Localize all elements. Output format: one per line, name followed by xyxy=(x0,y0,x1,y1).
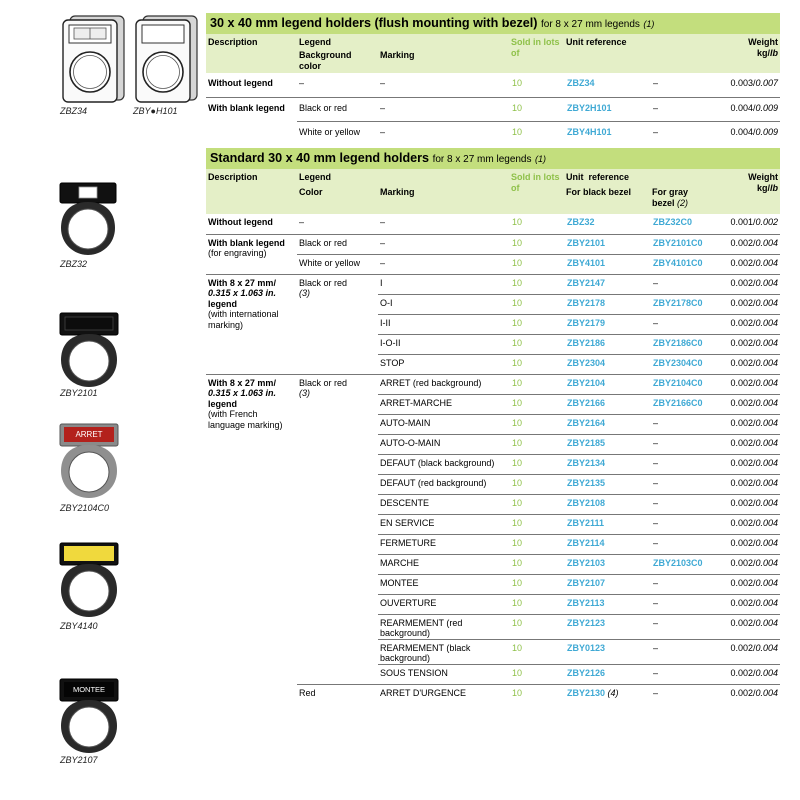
cell-reference: ZBY0123 xyxy=(565,639,651,664)
cell-reference: ZBY2179 xyxy=(565,314,651,334)
cell-gray-reference: – xyxy=(651,414,711,434)
weight-lb: 0.009 xyxy=(755,126,778,137)
table-row xyxy=(206,374,780,394)
cell-reference: ZBY2113 xyxy=(565,594,651,614)
cell-weight xyxy=(711,214,780,234)
weight-kg: 0.002/ xyxy=(730,642,756,653)
cell-description: Without legend xyxy=(208,217,273,227)
cell-gray-reference: ZBZ32C0 xyxy=(653,217,693,227)
product-image-zbz34 xyxy=(60,14,126,104)
cell-lot: 10 xyxy=(510,614,565,639)
cell-gray-reference: ZBY2101C0 xyxy=(651,234,711,254)
cell-lot: 10 xyxy=(512,217,523,227)
cell-reference: ZBY2111 xyxy=(565,514,651,534)
cell-color: Black or red xyxy=(297,234,378,254)
cell-reference: ZBY2101 xyxy=(565,234,651,254)
header-legend: Legend xyxy=(299,172,332,182)
header-marking: Marking xyxy=(380,187,415,197)
product-image-zby2101 xyxy=(57,310,121,390)
reference-note: (4) xyxy=(607,687,619,698)
cell-reference: ZBY2147 xyxy=(565,274,651,294)
product-caption: ZBZ34 xyxy=(60,106,88,116)
legend-text: MONTEE xyxy=(72,685,106,694)
table-row xyxy=(206,234,780,254)
weight-lb: 0.004 xyxy=(755,642,778,653)
product-caption: ZBY2101 xyxy=(60,388,98,398)
cell-gray-reference: ZBY2178C0 xyxy=(651,294,711,314)
cell-reference: ZBY2164 xyxy=(565,414,651,434)
section-flush-mount xyxy=(206,13,780,143)
cell-weight xyxy=(711,684,780,704)
cell-lot: 10 xyxy=(510,684,565,704)
cell-weight xyxy=(711,394,780,414)
cell-gray-reference: – xyxy=(651,614,711,639)
cell-weight xyxy=(711,73,780,97)
weight-lb: 0.004 xyxy=(755,397,778,408)
table-row xyxy=(206,73,780,97)
description-sub: (with international marking) xyxy=(208,309,279,330)
cell-lot: 10 xyxy=(510,434,565,454)
cell-lot: 10 xyxy=(510,374,565,394)
cell-lot: 10 xyxy=(510,121,565,143)
header-weight-label: Weight xyxy=(748,172,778,182)
weight-kg: 0.002/ xyxy=(730,667,756,678)
cell-lot: 10 xyxy=(510,234,565,254)
cell-weight xyxy=(711,534,780,554)
cell-gray-reference: ZBY4101C0 xyxy=(651,254,711,274)
cell-marking: AUTO-MAIN xyxy=(378,414,510,434)
cell-marking: DEFAUT (black background) xyxy=(378,454,510,474)
cell-lot: 10 xyxy=(510,534,565,554)
cell-lot: 10 xyxy=(512,78,523,88)
weight-lb: 0.007 xyxy=(755,78,778,88)
cell-lot: 10 xyxy=(510,454,565,474)
cell-reference: ZBY2185 xyxy=(565,434,651,454)
cell-gray-reference: ZBY2166C0 xyxy=(651,394,711,414)
header-for-gray-note: (2) xyxy=(677,198,689,208)
legend-text: ARRET xyxy=(75,430,103,439)
cell-reference: ZBY2166 xyxy=(565,394,651,414)
cell-marking: AUTO-O-MAIN xyxy=(378,434,510,454)
header-weight-lb: lb xyxy=(770,48,778,58)
header-marking: Marking xyxy=(380,50,415,60)
table-row xyxy=(206,97,780,121)
section-title-main: Standard 30 x 40 mm legend holders xyxy=(210,151,430,165)
cell-reference: ZBY2134 xyxy=(565,454,651,474)
cell-color: White or yellow xyxy=(297,254,378,274)
cell-extra: – xyxy=(653,78,659,88)
header-weight-lb: lb xyxy=(770,183,778,193)
cell-marking: EN SERVICE xyxy=(378,514,510,534)
cell-gray-reference: – xyxy=(651,574,711,594)
cell-extra: – xyxy=(651,97,711,121)
weight-kg: 0.002/ xyxy=(730,617,756,628)
weight-kg: 0.002/ xyxy=(730,237,756,248)
cell-weight xyxy=(711,474,780,494)
cell-marking: – xyxy=(378,97,510,121)
cell-weight xyxy=(711,374,780,394)
weight-lb: 0.004 xyxy=(755,317,778,328)
cell-weight xyxy=(711,414,780,434)
cell-marking: DESCENTE xyxy=(378,494,510,514)
reference-code: ZBY2130 xyxy=(567,687,606,698)
weight-lb: 0.004 xyxy=(755,517,778,528)
cell-lot: 10 xyxy=(510,494,565,514)
cell-color xyxy=(297,274,378,374)
cell-weight xyxy=(711,664,780,684)
cell-gray-reference: – xyxy=(651,494,711,514)
weight-lb: 0.004 xyxy=(755,687,778,698)
cell-gray-reference: ZBY2104C0 xyxy=(651,374,711,394)
section-title-note: (1) xyxy=(535,154,546,164)
cell-description: With blank legend xyxy=(206,97,297,121)
description-main: With 8 x 27 mm/ xyxy=(208,377,276,388)
table-header xyxy=(206,169,780,214)
product-image-zby2107 xyxy=(57,676,121,756)
cell-marking: SOUS TENSION xyxy=(378,664,510,684)
cell-weight xyxy=(711,554,780,574)
cell-reference xyxy=(565,684,651,704)
weight-lb: 0.004 xyxy=(755,537,778,548)
table-header xyxy=(206,34,780,73)
cell-gray-reference: ZBY2103C0 xyxy=(651,554,711,574)
cell-marking: ARRET-MARCHE xyxy=(378,394,510,414)
description-main: With 8 x 27 mm/ xyxy=(208,277,276,288)
header-weight-kg: kg/ xyxy=(756,48,770,58)
cell-marking: I-II xyxy=(378,314,510,334)
cell-color xyxy=(297,374,378,684)
cell-gray-reference: ZBY2304C0 xyxy=(651,354,711,374)
weight-kg: 0.002/ xyxy=(730,517,756,528)
cell-lot: 10 xyxy=(510,394,565,414)
weight-lb: 0.009 xyxy=(755,102,778,113)
weight-lb: 0.004 xyxy=(755,667,778,678)
table-row xyxy=(206,121,780,143)
weight-kg: 0.002/ xyxy=(730,377,756,388)
cell-description xyxy=(206,684,297,704)
cell-color: – xyxy=(299,78,305,88)
table-row xyxy=(206,214,780,234)
cell-description xyxy=(206,374,297,684)
header-for-gray-label: For gray bezel xyxy=(652,187,689,208)
cell-description xyxy=(206,234,297,274)
weight-kg: 0.004/ xyxy=(730,102,756,113)
cell-marking: OUVERTURE xyxy=(378,594,510,614)
weight-kg: 0.002/ xyxy=(730,577,756,588)
weight-kg: 0.002/ xyxy=(730,537,756,548)
cell-gray-reference: – xyxy=(651,534,711,554)
cell-description xyxy=(206,121,297,143)
table-standard xyxy=(206,214,780,704)
header-unit-reference: Unit reference xyxy=(566,37,627,47)
cell-gray-reference: – xyxy=(651,434,711,454)
weight-kg: 0.002/ xyxy=(730,337,756,348)
cell-gray-reference: – xyxy=(651,594,711,614)
cell-marking: MARCHE xyxy=(378,554,510,574)
product-caption: ZBY2107 xyxy=(60,755,98,765)
weight-lb: 0.004 xyxy=(755,257,778,268)
cell-gray-reference: – xyxy=(651,314,711,334)
cell-lot: 10 xyxy=(510,639,565,664)
cell-reference: ZBY2108 xyxy=(565,494,651,514)
cell-weight xyxy=(711,334,780,354)
cell-color: – xyxy=(299,217,305,227)
cell-lot: 10 xyxy=(510,554,565,574)
weight-kg: 0.002/ xyxy=(730,597,756,608)
section-standard xyxy=(206,148,780,704)
weight-lb: 0.004 xyxy=(755,417,778,428)
weight-lb: 0.004 xyxy=(755,557,778,568)
weight-kg: 0.003/ xyxy=(730,78,756,88)
cell-marking: STOP xyxy=(378,354,510,374)
weight-lb: 0.004 xyxy=(755,457,778,468)
cell-color: White or yellow xyxy=(297,121,378,143)
header-description: Description xyxy=(208,172,258,182)
product-caption: ZBZ32 xyxy=(60,259,88,269)
cell-reference: ZBY2107 xyxy=(565,574,651,594)
cell-marking: DEFAUT (red background) xyxy=(378,474,510,494)
cell-lot: 10 xyxy=(510,594,565,614)
cell-description: Without legend xyxy=(208,78,273,88)
cell-marking: I-O-II xyxy=(378,334,510,354)
header-weight-kg: kg/ xyxy=(756,183,770,193)
weight-kg: 0.002/ xyxy=(730,557,756,568)
cell-marking: – xyxy=(378,234,510,254)
weight-kg: 0.002/ xyxy=(730,417,756,428)
header-for-gray-bezel xyxy=(652,187,712,209)
cell-reference: ZBY2104 xyxy=(565,374,651,394)
cell-lot: 10 xyxy=(510,474,565,494)
header-description: Description xyxy=(208,37,258,47)
cell-weight xyxy=(711,454,780,474)
cell-description xyxy=(206,274,297,374)
cell-reference: ZBY2114 xyxy=(565,534,651,554)
cell-reference: ZBY2135 xyxy=(565,474,651,494)
product-image-zby2104c0 xyxy=(57,421,121,501)
header-color: Color xyxy=(299,187,323,197)
cell-reference: ZBY2304 xyxy=(565,354,651,374)
cell-lot: 10 xyxy=(510,514,565,534)
header-background-color: Background color xyxy=(299,50,352,71)
cell-weight xyxy=(711,594,780,614)
cell-reference: ZBY2123 xyxy=(565,614,651,639)
weight-lb: 0.004 xyxy=(755,377,778,388)
cell-gray-reference: – xyxy=(651,474,711,494)
weight-kg: 0.001/ xyxy=(730,217,756,227)
cell-marking: MONTEE xyxy=(378,574,510,594)
cell-weight xyxy=(711,234,780,254)
cell-gray-reference: – xyxy=(651,274,711,294)
product-image-zby4140 xyxy=(57,540,121,620)
weight-lb: 0.004 xyxy=(755,577,778,588)
cell-reference: ZBY2103 xyxy=(565,554,651,574)
section-title-note: (1) xyxy=(643,19,655,29)
weight-lb: 0.004 xyxy=(755,237,778,248)
cell-reference: ZBY2H101 xyxy=(565,97,651,121)
cell-weight xyxy=(711,434,780,454)
cell-lot: 10 xyxy=(510,664,565,684)
cell-marking: REARMEMENT (red background) xyxy=(378,614,510,639)
weight-lb: 0.004 xyxy=(755,297,778,308)
cell-marking: – xyxy=(380,78,386,88)
description-imperial: 0.315 x 1.063 in. xyxy=(208,288,277,298)
section-title-main: 30 x 40 mm legend holders (flush mounting with bezel) xyxy=(210,16,538,30)
product-image-zby-h101 xyxy=(133,14,199,104)
section-title-suffix: for 8 x 27 mm legends xyxy=(540,19,640,30)
cell-gray-reference: – xyxy=(651,514,711,534)
product-caption: ZBY4140 xyxy=(60,621,98,631)
cell-marking: ARRET (red background) xyxy=(378,374,510,394)
weight-lb: 0.004 xyxy=(755,437,778,448)
weight-kg: 0.004/ xyxy=(730,126,756,137)
weight-kg: 0.002/ xyxy=(730,687,756,698)
cell-weight xyxy=(711,514,780,534)
color-main: Black or red xyxy=(299,277,348,288)
weight-kg: 0.002/ xyxy=(730,397,756,408)
cell-weight xyxy=(711,354,780,374)
header-legend: Legend xyxy=(299,37,332,47)
table-row xyxy=(206,274,780,294)
cell-lot: 10 xyxy=(510,334,565,354)
weight-kg: 0.002/ xyxy=(730,357,756,368)
header-weight-label: Weight xyxy=(748,37,778,47)
cell-gray-reference: – xyxy=(651,664,711,684)
table-row xyxy=(206,684,780,704)
color-note: (3) xyxy=(299,288,310,298)
cell-weight xyxy=(711,274,780,294)
description-legend: legend xyxy=(208,398,238,409)
cell-weight xyxy=(711,294,780,314)
description-sub: (with French language marking) xyxy=(208,409,283,430)
cell-weight xyxy=(711,639,780,664)
section-title xyxy=(206,13,780,34)
cell-reference: ZBZ34 xyxy=(567,78,595,88)
description-legend: legend xyxy=(208,298,238,309)
weight-lb: 0.004 xyxy=(755,477,778,488)
weight-lb: 0.004 xyxy=(755,357,778,368)
weight-kg: 0.002/ xyxy=(730,497,756,508)
weight-lb: 0.002 xyxy=(755,217,778,227)
weight-kg: 0.002/ xyxy=(730,477,756,488)
cell-gray-reference: – xyxy=(651,684,711,704)
product-caption: ZBY2104C0 xyxy=(60,503,110,513)
cell-weight xyxy=(711,494,780,514)
cell-reference: ZBY2186 xyxy=(565,334,651,354)
weight-lb: 0.004 xyxy=(755,497,778,508)
product-images-column xyxy=(0,0,205,800)
weight-kg: 0.002/ xyxy=(730,277,756,288)
cell-lot: 10 xyxy=(510,274,565,294)
header-sold-in-lots: Sold in lots of xyxy=(511,37,560,58)
cell-weight xyxy=(711,614,780,639)
cell-lot: 10 xyxy=(510,414,565,434)
cell-reference: ZBZ32 xyxy=(567,217,595,227)
weight-lb: 0.004 xyxy=(755,617,778,628)
weight-lb: 0.004 xyxy=(755,277,778,288)
weight-kg: 0.002/ xyxy=(730,457,756,468)
cell-weight xyxy=(711,254,780,274)
cell-lot: 10 xyxy=(510,354,565,374)
cell-marking: O-I xyxy=(378,294,510,314)
header-unit-reference: Unit reference xyxy=(566,172,630,182)
header-for-black-bezel: For black bezel xyxy=(566,187,632,197)
cell-marking: ARRET D'URGENCE xyxy=(378,684,510,704)
product-caption: ZBY●H101 xyxy=(133,106,178,116)
cell-lot: 10 xyxy=(510,574,565,594)
cell-color: Black or red xyxy=(297,97,378,121)
cell-color: Red xyxy=(297,684,378,704)
cell-marking: – xyxy=(380,217,386,227)
cell-weight xyxy=(711,314,780,334)
cell-marking: REARMEMENT (black background) xyxy=(378,639,510,664)
color-main: Black or red xyxy=(299,377,348,388)
cell-reference: ZBY4101 xyxy=(565,254,651,274)
description-sub: (for engraving) xyxy=(208,248,267,258)
header-weight xyxy=(748,172,778,194)
header-sold-in-lots: Sold in lots of xyxy=(511,172,560,193)
cell-gray-reference: – xyxy=(651,639,711,664)
cell-gray-reference: ZBY2186C0 xyxy=(651,334,711,354)
cell-weight xyxy=(711,121,780,143)
product-image-zbz32 xyxy=(57,180,121,258)
section-title xyxy=(206,148,780,169)
cell-reference: ZBY2126 xyxy=(565,664,651,684)
cell-lot: 10 xyxy=(510,294,565,314)
color-note: (3) xyxy=(299,388,310,398)
cell-marking: – xyxy=(378,254,510,274)
cell-gray-reference: – xyxy=(651,454,711,474)
weight-lb: 0.004 xyxy=(755,337,778,348)
cell-marking: I xyxy=(378,274,510,294)
table-flush-mount xyxy=(206,73,780,143)
weight-kg: 0.002/ xyxy=(730,437,756,448)
cell-lot: 10 xyxy=(510,97,565,121)
description-imperial: 0.315 x 1.063 in. xyxy=(208,388,277,398)
weight-kg: 0.002/ xyxy=(730,297,756,308)
cell-lot: 10 xyxy=(510,314,565,334)
cell-lot: 10 xyxy=(510,254,565,274)
cell-reference: ZBY4H101 xyxy=(565,121,651,143)
cell-reference: ZBY2178 xyxy=(565,294,651,314)
cell-weight xyxy=(711,97,780,121)
cell-weight xyxy=(711,574,780,594)
weight-lb: 0.004 xyxy=(755,597,778,608)
cell-marking: – xyxy=(378,121,510,143)
cell-extra: – xyxy=(651,121,711,143)
description-main: With blank legend xyxy=(208,237,285,248)
weight-kg: 0.002/ xyxy=(730,317,756,328)
section-title-suffix: for 8 x 27 mm legends xyxy=(432,154,532,165)
header-weight xyxy=(748,37,778,59)
weight-kg: 0.002/ xyxy=(730,257,756,268)
cell-marking: FERMETURE xyxy=(378,534,510,554)
